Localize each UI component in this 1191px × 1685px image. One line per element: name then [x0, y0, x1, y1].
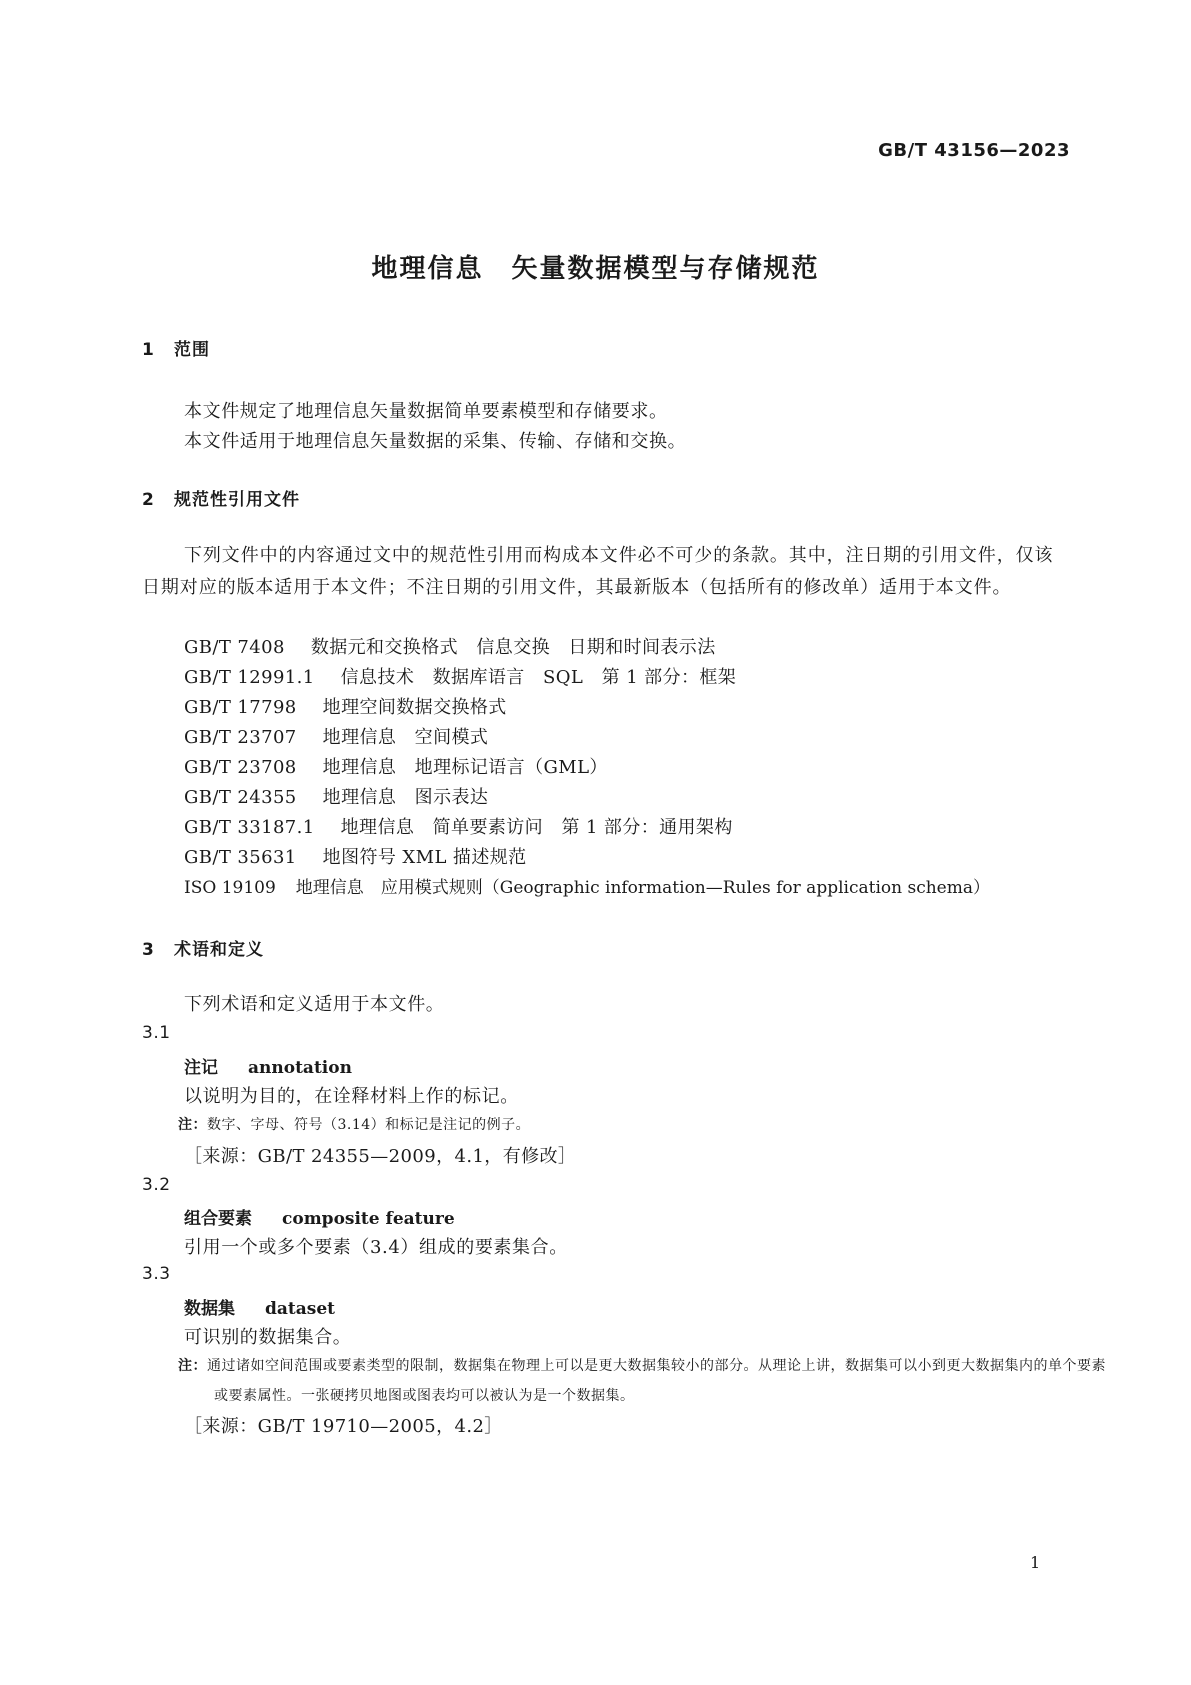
page-number: 1 [1030, 1553, 1041, 1572]
standard-code: GB/T 43156—2023 [878, 140, 1070, 161]
term-heading [184, 1053, 352, 1078]
reference-item [184, 633, 716, 659]
reference-code: GB/T 33187.1 [184, 817, 315, 838]
reference-item [184, 813, 733, 839]
paragraph: 下列文件中的内容通过文中的规范性引用而构成本文件必不可少的条款。其中，注日期的引用文件，仅该日期对应的版本适用于本文件；不注日期的引用文件，其最新版本（包括所有的修改单）适用于本文件。 [142, 545, 1054, 598]
reference-item [184, 723, 488, 749]
paragraph: 下列术语和定义适用于本文件。 [184, 994, 445, 1015]
note-label: 注： [178, 1358, 207, 1374]
term-definition: 以说明为目的，在诠释材料上作的标记。 [184, 1086, 519, 1107]
reference-title: 数据元和交换格式 信息交换 日期和时间表示法 [310, 637, 716, 658]
term-definition: 引用一个或多个要素（3.4）组成的要素集合。 [184, 1237, 568, 1258]
term-source: ［来源：GB/T 24355—2009，4.1，有修改］ [184, 1146, 577, 1167]
term-note [178, 1351, 1114, 1411]
note-text: 数字、字母、符号（3.14）和标记是注记的例子。 [207, 1117, 531, 1133]
section-title: 范围 [174, 340, 210, 360]
term-zh: 注记 [184, 1058, 218, 1078]
reference-title: 地理信息 简单要素访问 第 1 部分：通用架构 [340, 817, 733, 838]
reference-code: ISO 19109 [184, 878, 276, 898]
term-zh: 组合要素 [184, 1209, 252, 1229]
term-zh: 数据集 [184, 1299, 235, 1319]
reference-title: 地图符号 XML 描述规范 [322, 847, 527, 868]
reference-code: GB/T 35631 [184, 847, 297, 868]
section-number: 1 [142, 340, 155, 360]
note-label: 注： [178, 1117, 207, 1133]
term-note [178, 1114, 530, 1134]
reference-title: 地理信息 应用模式规则（Geographic information—Rules for application schema） [295, 878, 990, 898]
section-number: 3 [142, 940, 155, 960]
section-2-heading [142, 485, 300, 510]
term-en: dataset [265, 1299, 336, 1319]
document-title: 地理信息 矢量数据模型与存储规范 [371, 254, 820, 284]
section-1-heading [142, 335, 210, 360]
reference-code: GB/T 12991.1 [184, 667, 315, 688]
reference-code: GB/T 17798 [184, 697, 297, 718]
note-text: 通过诸如空间范围或要素类型的限制，数据集在物理上可以是更大数据集较小的部分。从理论上讲，数据集可以小到更大数据集内的单个要素或要素属性。一张硬拷贝地图或图表均可以被认为是一个数据集。 [207, 1358, 1106, 1404]
paragraph: 本文件规定了地理信息矢量数据简单要素模型和存储要求。 [184, 401, 668, 422]
reference-title: 地理空间数据交换格式 [322, 697, 507, 718]
term-number: 3.3 [142, 1264, 171, 1284]
reference-title: 地理信息 空间模式 [322, 727, 489, 748]
term-number: 3.1 [142, 1023, 171, 1043]
section-title: 术语和定义 [174, 940, 264, 960]
reference-title: 地理信息 图示表达 [322, 787, 489, 808]
section-number: 2 [142, 490, 155, 510]
term-source: ［来源：GB/T 19710—2005，4.2］ [184, 1416, 503, 1437]
term-heading [184, 1294, 335, 1319]
reference-code: GB/T 23707 [184, 727, 297, 748]
reference-title: 地理信息 地理标记语言（GML） [322, 757, 608, 778]
term-en: annotation [248, 1058, 352, 1078]
reference-item [184, 783, 488, 809]
reference-item [184, 663, 736, 689]
reference-title: 信息技术 数据库语言 SQL 第 1 部分：框架 [340, 667, 737, 688]
reference-item [184, 753, 608, 779]
reference-code: GB/T 23708 [184, 757, 297, 778]
reference-code: GB/T 24355 [184, 787, 297, 808]
term-en: composite feature [282, 1209, 455, 1229]
term-definition: 可识别的数据集合。 [184, 1327, 352, 1348]
reference-item [184, 843, 527, 869]
reference-code: GB/T 7408 [184, 637, 285, 658]
reference-item [184, 873, 990, 898]
term-heading [184, 1204, 455, 1229]
reference-item [184, 693, 507, 719]
paragraph: 本文件适用于地理信息矢量数据的采集、传输、存储和交换。 [184, 431, 687, 452]
term-number: 3.2 [142, 1175, 171, 1195]
section-3-heading [142, 935, 264, 960]
section-title: 规范性引用文件 [174, 490, 300, 510]
